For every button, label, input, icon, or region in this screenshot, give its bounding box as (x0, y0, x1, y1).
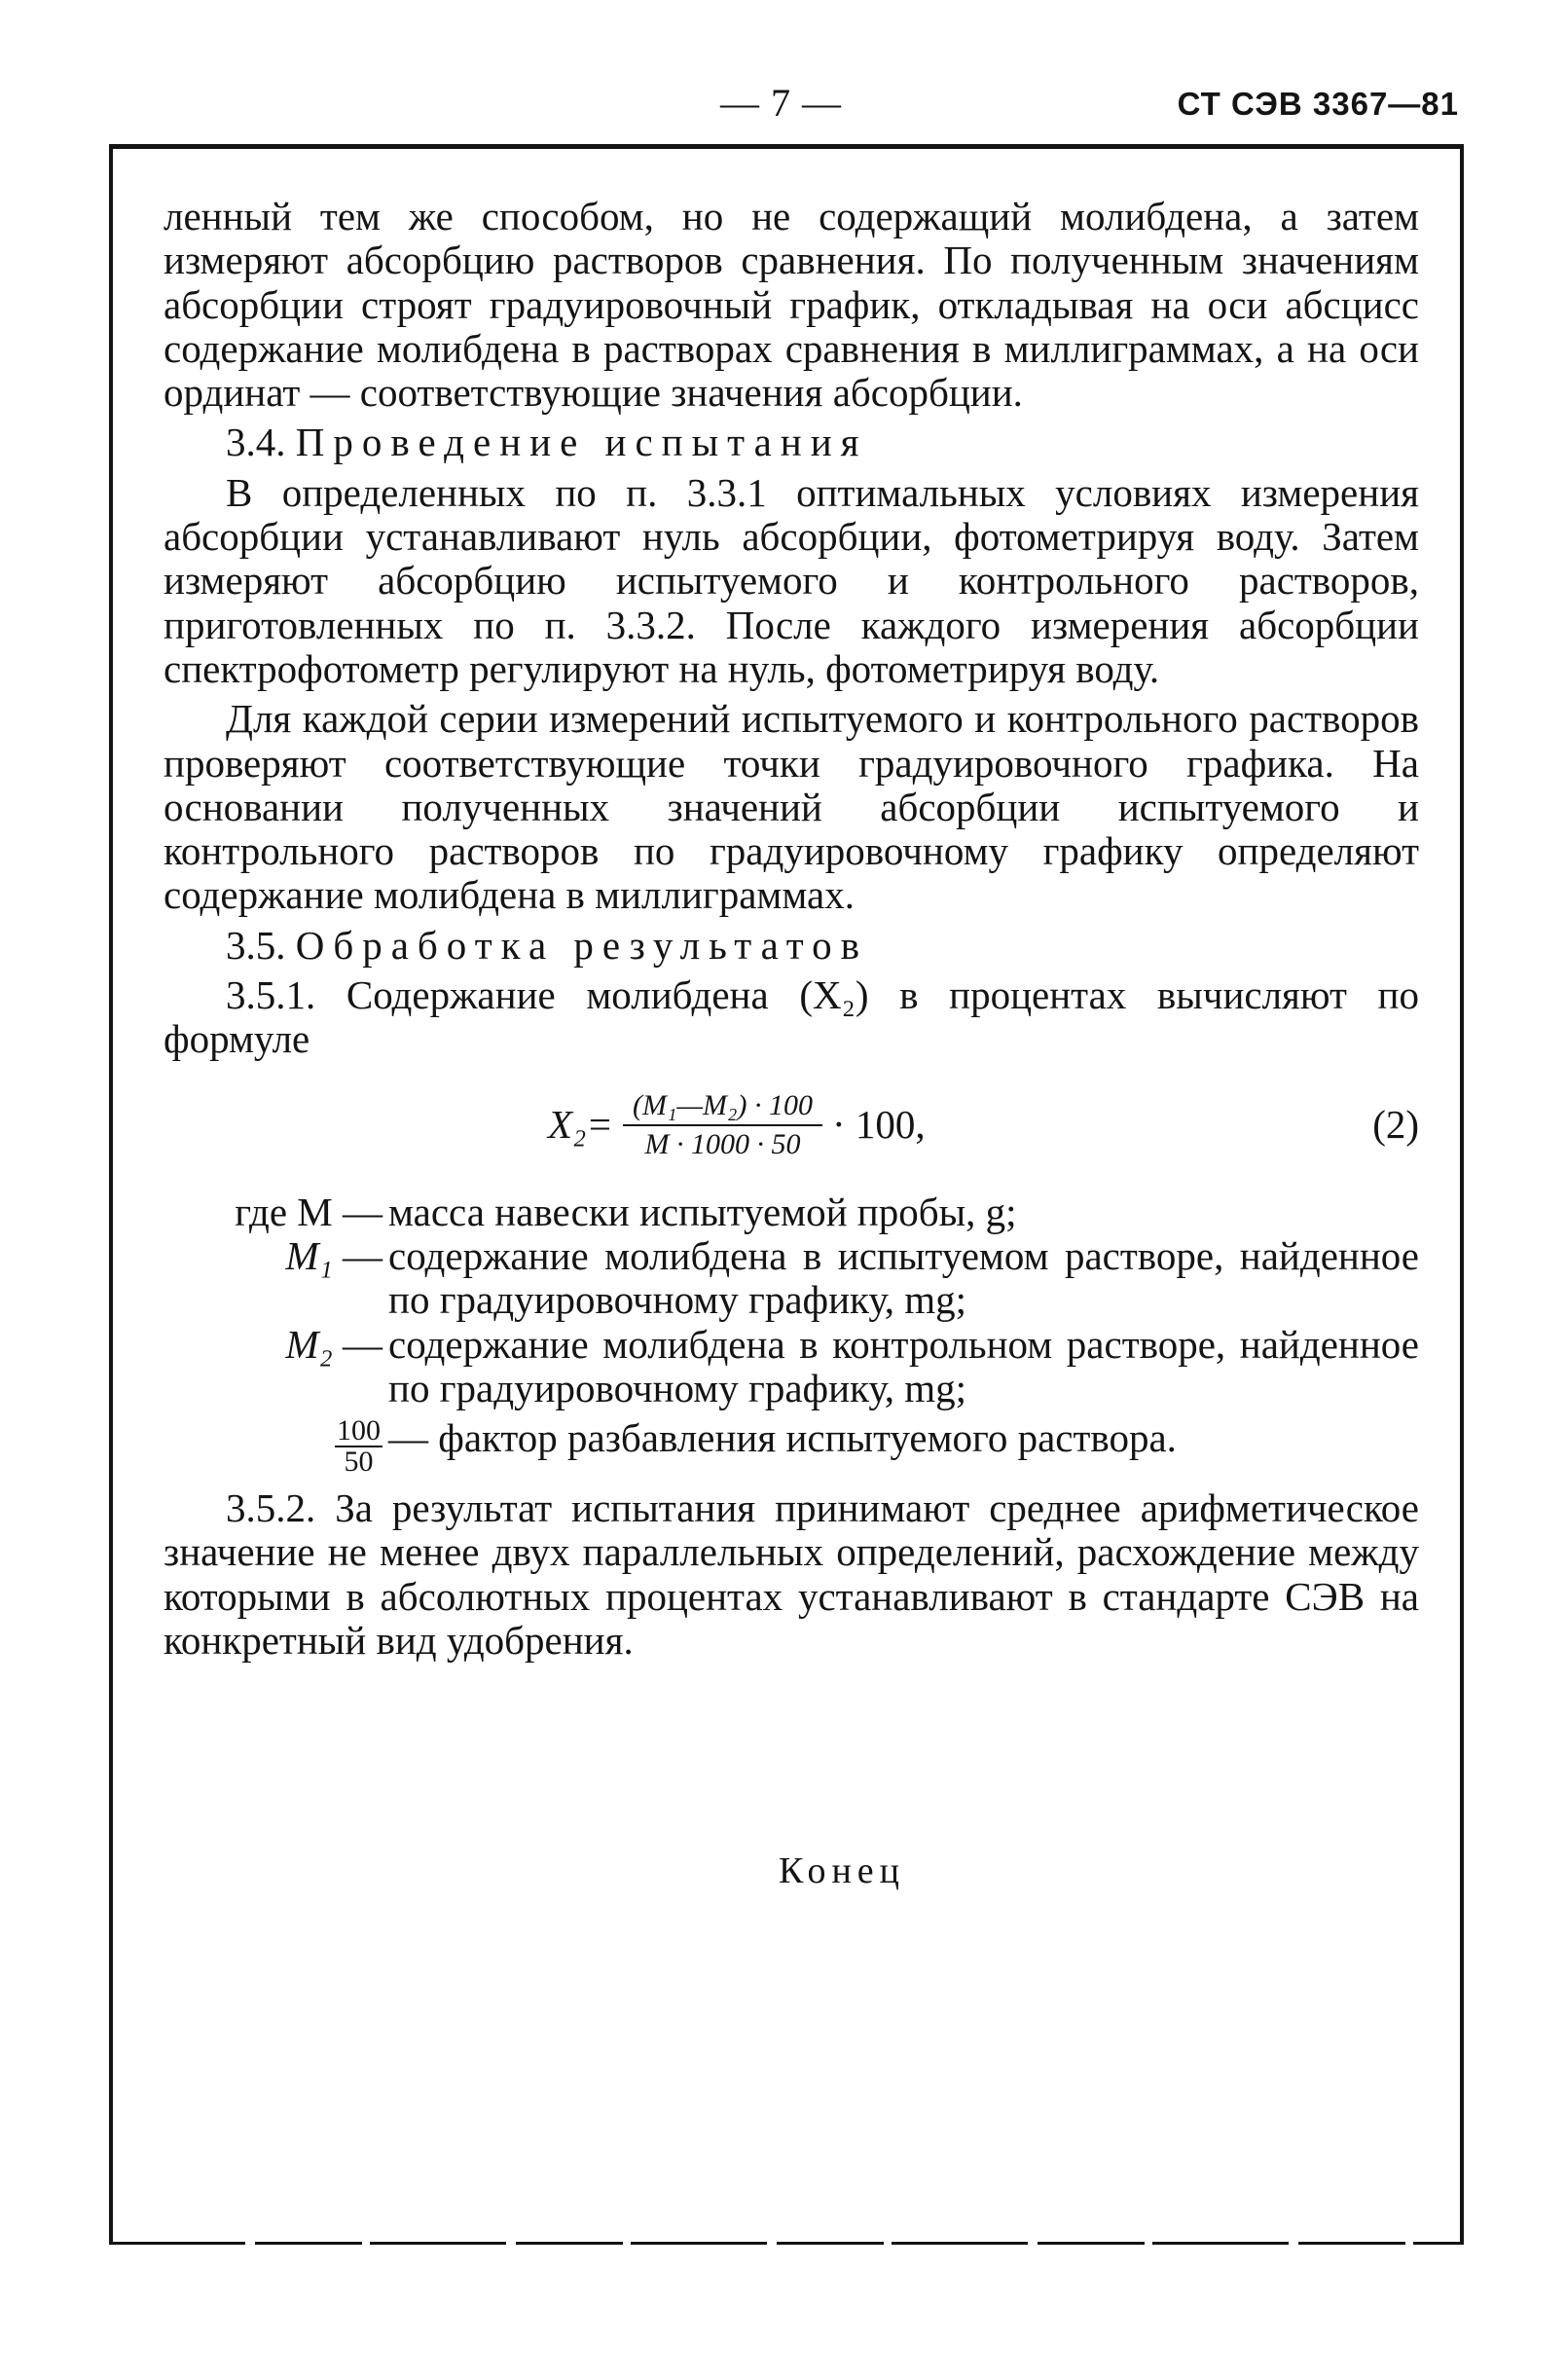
variable-definitions (164, 1190, 1419, 1477)
formula-tail: · 100, (831, 1101, 926, 1147)
definition-text: содержание молибдена в контрольном растворе, найденное по градуировочному графику, mg; (388, 1321, 1419, 1410)
frame-bottom-rule (109, 2242, 1464, 2245)
definition-m1 (164, 1234, 1419, 1323)
document-body (164, 195, 1419, 1663)
end-marker: Конец (779, 1850, 905, 1891)
section-title: Обработка результатов (295, 922, 869, 968)
frame-top-rule (109, 144, 1464, 149)
definition-text: — фактор разбавления испытуемого раствора. (388, 1415, 1177, 1461)
standard-code: СТ СЭВ 3367—81 (1177, 86, 1459, 122)
definition-symbol: M₂ — (285, 1321, 382, 1367)
page-number: — 7 — (720, 81, 842, 125)
section-number: 3.4. (226, 420, 286, 465)
definition-symbol: M₁ — (285, 1232, 382, 1278)
definition-m (164, 1190, 1419, 1234)
frame-left-rule (109, 144, 113, 2245)
dilution-fraction: $\frac{100}{50}$ (337, 1414, 381, 1479)
formula-x2 (548, 1089, 926, 1161)
paragraph-3-5-1: 3.5.1. Содержание молибдена (X₂) в процентах вычисляют по формуле (164, 972, 1419, 1062)
paragraph-series-measurements: Для каждой серии измерений испытуемого и контрольного растворов проверяют соответствующие точки градуировочного графика. На основании полученных значений абсорбции испытуемого и контрольного растворов по градуировочному графику определяют содержание молибдена в миллиграммах. (164, 696, 1419, 918)
paragraph-calibration-graph: ленный тем же способом, но не содержащий молибдена, а затем измеряют абсорбцию растворов сравнения. По полученным значениям абсорбции строят градуировочный график, откладывая на оси абсцисс содержание молибдена в растворах сравнения в миллиграммах, а на оси ординат — соответствующие значения абсорбции. (164, 194, 1419, 416)
paragraph-test-procedure: В определенных по п. 3.3.1 оптимальных условиях измерения абсорбции устанавливают нуль абсорбции, фотометрируя воду. Затем измеряют абсорбцию испытуемого и контрольного растворов, приготовленных по п. 3.3.2. После каждого измерения абсорбции спектрофотометр регулируют на нуль, фотометрируя воду. (164, 469, 1419, 691)
formula-numerator: (M₁—M₂) · 100 (623, 1089, 822, 1126)
section-number: 3.5. (226, 922, 286, 968)
formula-block (164, 1072, 1419, 1189)
formula-fraction (623, 1089, 822, 1161)
paragraph-3-5-2: 3.5.2. За результат испытания принимают среднее арифметическое значение не менее двух параллельных определений, расхождение между которыми в абсолютных процентах устанавливают в стандарте СЭВ на конкретный вид удобрения. (164, 1485, 1419, 1664)
definition-m2 (164, 1323, 1419, 1411)
equation-number: (2) (1372, 1101, 1419, 1147)
formula-denominator: M · 1000 · 50 (644, 1127, 801, 1160)
frame-right-rule (1460, 144, 1464, 2245)
formula-lhs: X₂= (548, 1101, 613, 1147)
definition-dilution-factor (164, 1416, 1419, 1477)
definition-symbol (164, 1416, 382, 1477)
definition-symbol: где M — (235, 1189, 382, 1234)
definition-text: масса навески испытуемой пробы, g; (388, 1189, 1017, 1234)
section-3-5-heading (164, 924, 1419, 968)
definition-text: содержание молибдена в испытуемом растворе, найденное по градуировочному графику, mg; (388, 1232, 1419, 1323)
section-title: Проведение испытания (295, 420, 868, 465)
section-3-4-heading (164, 421, 1419, 464)
